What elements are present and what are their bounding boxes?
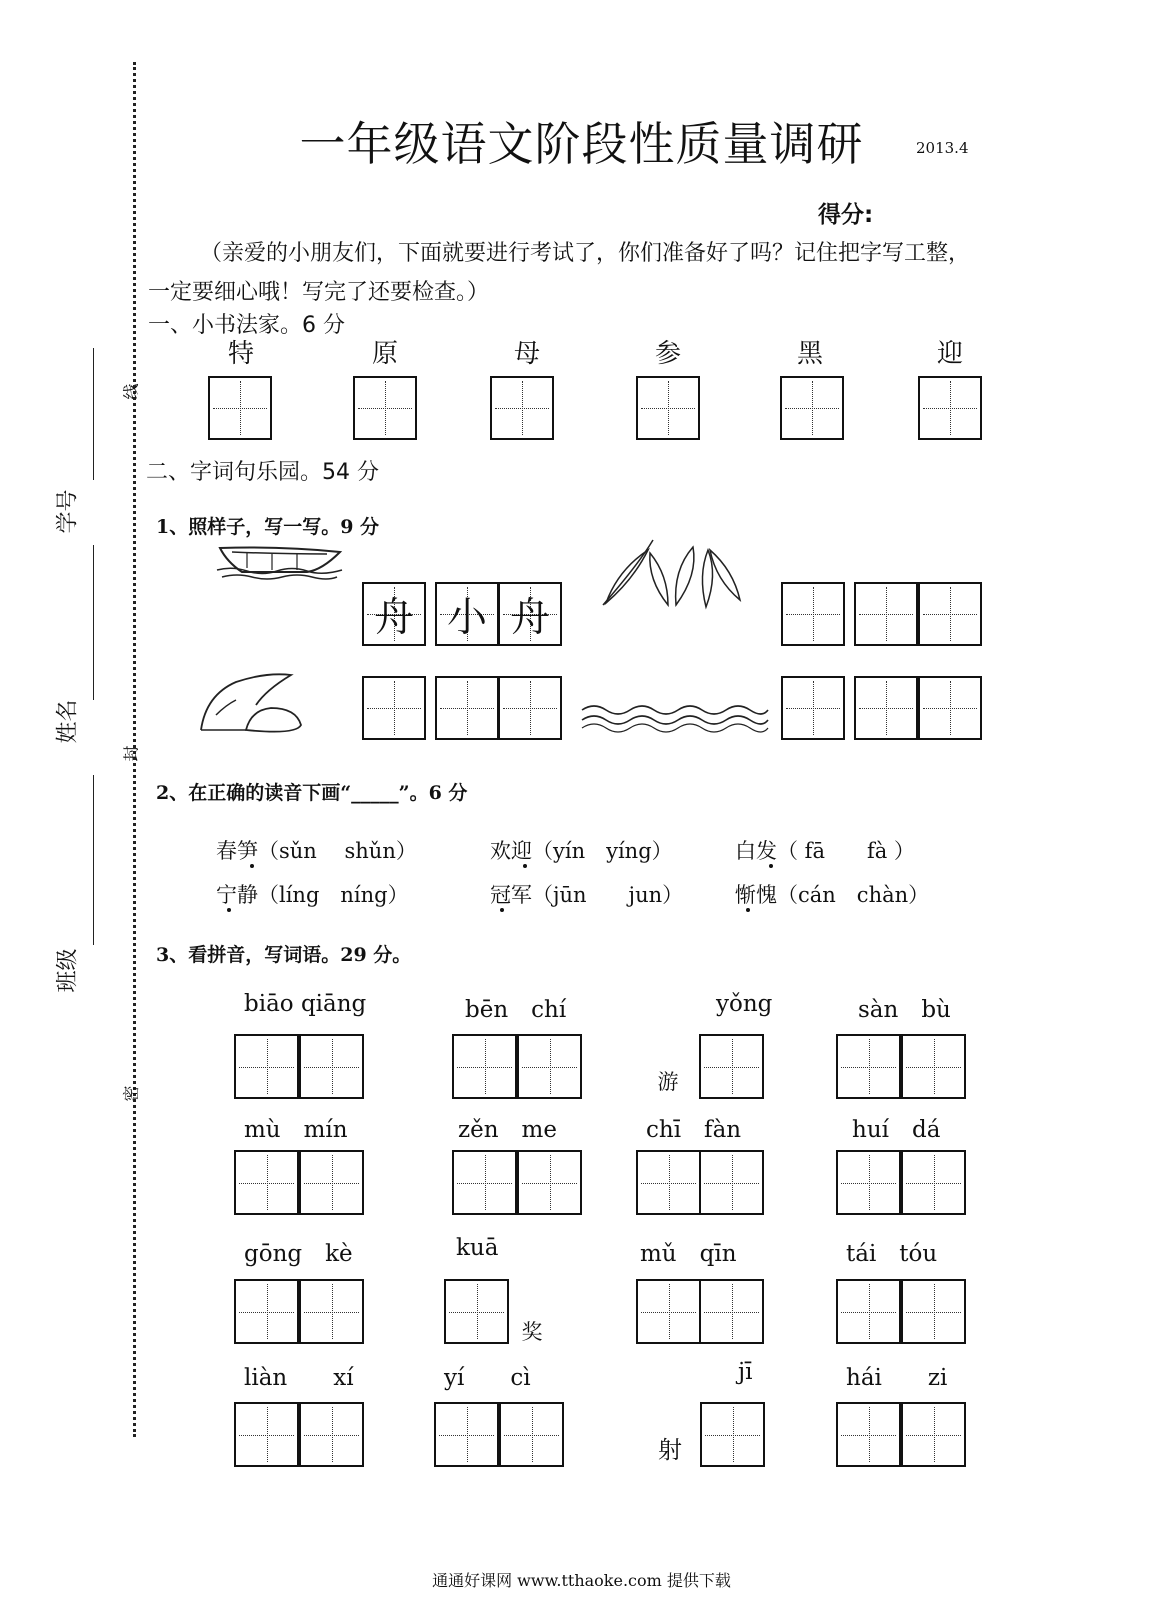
emphasis-dot xyxy=(250,864,254,868)
reading-item[interactable] xyxy=(216,835,417,865)
writing-grid-box[interactable] xyxy=(452,1150,517,1215)
writing-grid-box[interactable] xyxy=(499,1402,564,1467)
seal-feng-char: 封 xyxy=(121,745,141,762)
reading-word: 冠军 xyxy=(490,883,532,907)
q1-heading: 1、照样子，写一写。9 分 xyxy=(156,516,380,538)
emphasis-dot xyxy=(227,908,231,912)
writing-grid-box[interactable] xyxy=(444,1279,509,1344)
pinyin-label: yí cì xyxy=(444,1365,531,1391)
writing-grid-box[interactable] xyxy=(918,376,982,440)
pinyin-label: mù mín xyxy=(244,1117,348,1143)
emphasis-dot xyxy=(769,864,773,868)
pinyin-label: kuā xyxy=(456,1235,499,1261)
reading-word: 春笋 xyxy=(216,839,258,863)
writing-grid-box[interactable] xyxy=(781,676,845,740)
section2-heading: 二、字词句乐园。54 分 xyxy=(146,460,379,485)
pinyin-label: sàn bù xyxy=(858,997,951,1023)
writing-grid-box[interactable] xyxy=(208,376,272,440)
writing-grid-box[interactable] xyxy=(234,1034,299,1099)
writing-grid-box[interactable] xyxy=(517,1150,582,1215)
number-fill-line xyxy=(93,348,94,480)
writing-grid-box[interactable] xyxy=(362,676,426,740)
writing-grid-box[interactable] xyxy=(234,1402,299,1467)
writing-grid-box[interactable] xyxy=(435,676,499,740)
reading-word: 白发 xyxy=(735,839,777,863)
name-label: 姓名 xyxy=(55,699,81,744)
bamboo-leaves-picture xyxy=(598,535,748,615)
seal-mi-char: 密 xyxy=(121,1085,141,1102)
given-char: 游 xyxy=(657,1070,679,1094)
pinyin-label: mǔ qīn xyxy=(640,1241,737,1267)
class-label: 班级 xyxy=(55,948,81,993)
reading-word: 欢迎 xyxy=(490,839,532,863)
calligraphy-char: 母 xyxy=(513,339,540,369)
reading-item[interactable] xyxy=(216,879,409,909)
score-label: 得分: xyxy=(818,202,874,228)
pinyin-label: biāo qiāng xyxy=(244,991,367,1017)
water-waves-picture xyxy=(580,700,770,734)
reading-item[interactable] xyxy=(735,879,929,909)
writing-grid-box[interactable] xyxy=(636,1279,701,1344)
writing-grid-box[interactable] xyxy=(918,582,982,646)
example-grid-box: 小 xyxy=(435,582,499,646)
pinyin-label: gōng kè xyxy=(244,1241,353,1267)
stone-picture xyxy=(196,670,308,738)
calligraphy-char: 参 xyxy=(654,339,681,369)
writing-grid-box[interactable] xyxy=(901,1279,966,1344)
writing-grid-box[interactable] xyxy=(836,1034,901,1099)
reading-options: （yín yíng） xyxy=(532,839,673,863)
boat-picture xyxy=(212,540,347,582)
writing-grid-box[interactable] xyxy=(636,1150,701,1215)
pinyin-label: jī xyxy=(738,1359,753,1385)
class-fill-line xyxy=(93,775,94,945)
writing-grid-box[interactable] xyxy=(901,1150,966,1215)
reading-word: 惭愧 xyxy=(735,883,777,907)
writing-grid-box[interactable] xyxy=(234,1279,299,1344)
reading-options: （ fā fà ） xyxy=(777,839,915,863)
writing-grid-box[interactable] xyxy=(452,1034,517,1099)
calligraphy-char: 特 xyxy=(227,339,254,369)
writing-grid-box[interactable] xyxy=(700,1402,765,1467)
pinyin-label: yǒng xyxy=(716,991,773,1017)
writing-grid-box[interactable] xyxy=(918,676,982,740)
reading-options: （cán chàn） xyxy=(777,883,930,907)
writing-grid-box[interactable] xyxy=(699,1150,764,1215)
writing-grid-box[interactable] xyxy=(636,376,700,440)
pinyin-label: bēn chí xyxy=(465,997,567,1023)
writing-grid-box[interactable] xyxy=(836,1150,901,1215)
writing-grid-box[interactable] xyxy=(854,676,918,740)
writing-grid-box[interactable] xyxy=(781,582,845,646)
writing-grid-box[interactable] xyxy=(780,376,844,440)
seal-line-char: 线 xyxy=(121,383,141,400)
number-label: 学号 xyxy=(55,489,81,534)
writing-grid-box[interactable] xyxy=(901,1034,966,1099)
reading-word: 宁静 xyxy=(216,883,258,907)
writing-grid-box[interactable] xyxy=(299,1034,364,1099)
q3-heading: 3、看拼音，写词语。29 分。 xyxy=(156,944,412,966)
pinyin-label: tái tóu xyxy=(846,1241,938,1267)
writing-grid-box[interactable] xyxy=(901,1402,966,1467)
pinyin-label: hái zi xyxy=(846,1365,948,1391)
q2-heading: 2、在正确的读音下画“_____”。6 分 xyxy=(156,782,468,804)
writing-grid-box[interactable] xyxy=(699,1034,764,1099)
reading-options: （jūn jun） xyxy=(532,883,684,907)
example-grid-box: 舟 xyxy=(362,582,426,646)
footer-credit: 通通好课网 www.tthaoke.com 提供下载 xyxy=(432,1571,731,1590)
calligraphy-char: 迎 xyxy=(936,339,963,369)
writing-grid-box[interactable] xyxy=(299,1402,364,1467)
given-char: 射 xyxy=(658,1436,682,1464)
writing-grid-box[interactable] xyxy=(353,376,417,440)
given-char: 奖 xyxy=(521,1320,543,1344)
reading-options: （sǔn shǔn） xyxy=(258,839,417,863)
writing-grid-box[interactable] xyxy=(299,1279,364,1344)
name-fill-line-2 xyxy=(93,660,94,700)
reading-item[interactable] xyxy=(490,835,673,865)
exam-date: 2013.4 xyxy=(916,139,969,157)
intro-line-2: 一定要细心哦！写完了还要检查。） xyxy=(148,280,490,305)
pinyin-label: chī fàn xyxy=(646,1117,742,1143)
calligraphy-char: 原 xyxy=(371,339,398,369)
emphasis-dot xyxy=(500,908,504,912)
writing-grid-box[interactable] xyxy=(299,1150,364,1215)
writing-grid-box[interactable] xyxy=(490,376,554,440)
example-grid-box: 舟 xyxy=(498,582,562,646)
writing-grid-box[interactable] xyxy=(836,1279,901,1344)
reading-item[interactable] xyxy=(735,835,915,865)
reading-options: （líng níng） xyxy=(258,883,409,907)
intro-line-1: （亲爱的小朋友们，下面就要进行考试了，你们准备好了吗？记住把字写工整， xyxy=(200,241,971,266)
writing-grid-box[interactable] xyxy=(517,1034,582,1099)
emphasis-dot xyxy=(523,864,527,868)
emphasis-dot xyxy=(746,908,750,912)
pinyin-label: zěn me xyxy=(458,1117,557,1143)
pinyin-label: huí dá xyxy=(852,1117,941,1143)
reading-item[interactable] xyxy=(490,879,683,909)
writing-grid-box[interactable] xyxy=(434,1402,499,1467)
pinyin-label: liàn xí xyxy=(244,1365,354,1391)
writing-grid-box[interactable] xyxy=(234,1150,299,1215)
section1-heading: 一、小书法家。6 分 xyxy=(148,313,345,338)
page-title: 一年级语文阶段性质量调研 xyxy=(299,117,864,171)
writing-grid-box[interactable] xyxy=(854,582,918,646)
writing-grid-box[interactable] xyxy=(498,676,562,740)
writing-grid-box[interactable] xyxy=(699,1279,764,1344)
writing-grid-box[interactable] xyxy=(836,1402,901,1467)
calligraphy-char: 黑 xyxy=(796,339,823,369)
